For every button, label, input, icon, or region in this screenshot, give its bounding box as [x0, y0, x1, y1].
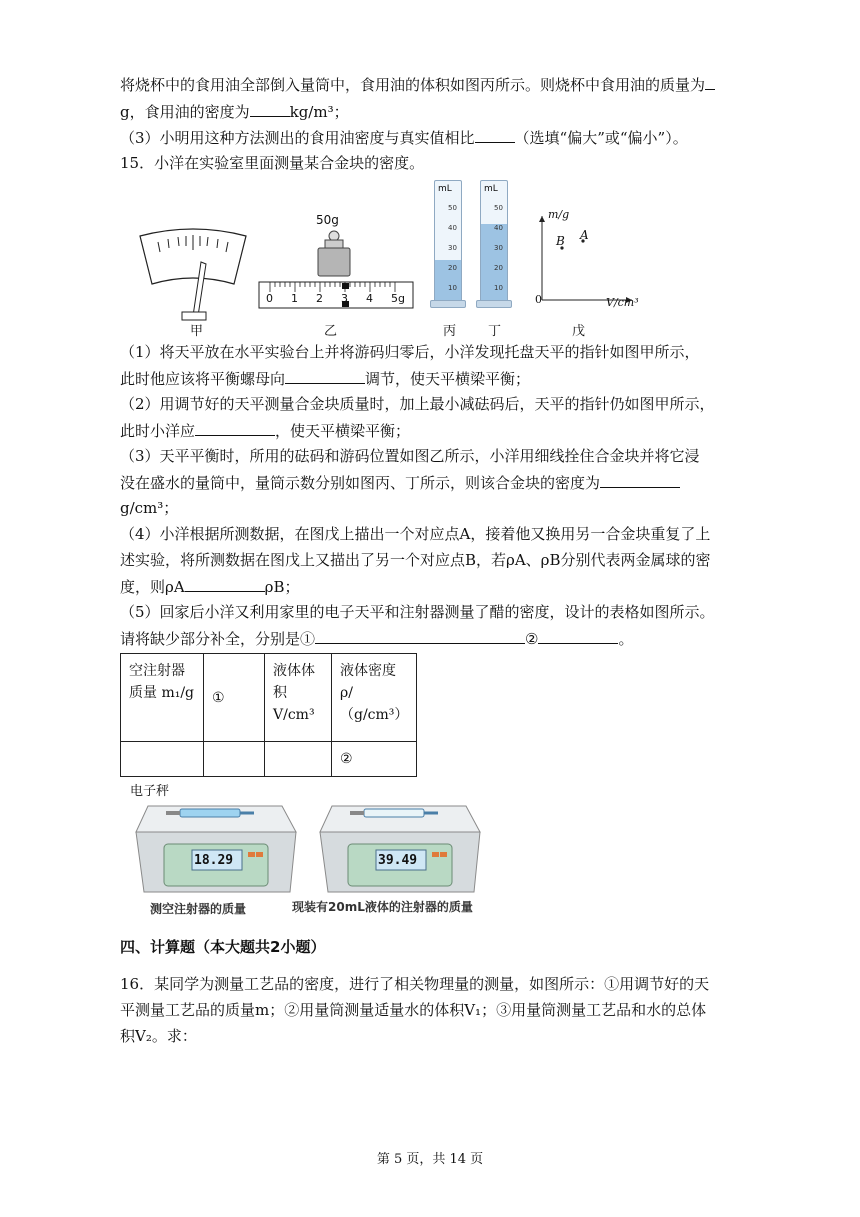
scale-label: 电子秤	[130, 784, 170, 799]
part-5: 请将缺少部分补全，分别是① ② 。	[120, 627, 633, 650]
part-3: g/cm³；	[120, 499, 179, 517]
question-15: 15．小洋在实验室里面测量某合金块的密度。	[120, 154, 425, 172]
scale-caption-1: 测空注射器的质量	[150, 902, 247, 916]
caption-ding: 丁	[488, 324, 502, 339]
caption-yi: 乙	[324, 324, 338, 339]
question-16: 积V₂。求：	[120, 1027, 197, 1045]
page-footer: 第 5 页，共 14 页	[376, 1152, 484, 1167]
table-cell: ②	[332, 742, 417, 777]
text-line: （3）小明用这种方法测出的食用油密度与真实值相比 （选填“偏大”或“偏小”）。	[120, 126, 688, 149]
table-cell	[265, 742, 332, 777]
answer-blank[interactable]	[250, 100, 290, 117]
weight-icon	[314, 230, 354, 278]
table-header-cell: 空注射器质量 m₁/g	[121, 654, 204, 742]
caption-jia: 甲	[190, 324, 204, 339]
ruler-tick-labels: 0 1 2 3 4 5g	[266, 292, 405, 305]
part-4: （4）小洋根据所测数据，在图戊上描出一个对应点A，接着他又换用另一合金块重复了上	[120, 525, 711, 543]
answer-blank[interactable]	[705, 73, 715, 90]
answer-blank[interactable]	[475, 126, 515, 143]
data-table	[120, 653, 417, 777]
part-5: （5）回家后小洋又利用家里的电子天平和注射器测量了醋的密度，设计的表格如图所示。	[120, 603, 715, 621]
scale-reading-2: 39.49	[378, 853, 418, 868]
caption-wu: 戊	[572, 324, 586, 339]
cylinder-ticks: 50 40 30 20 10	[494, 204, 503, 292]
part-2: （2）用调节好的天平测量合金块质量时，加上最小减砝码后，天平的指针仍如图甲所示，	[120, 395, 715, 413]
axis-origin: 0	[535, 293, 542, 306]
question-16: 16．某同学为测量工艺品的密度，进行了相关物理量的测量，如图所示：①用调节好的天	[120, 975, 710, 993]
caption-bing: 丙	[443, 324, 457, 339]
text-line: 将烧杯中的食用油全部倒入量筒中，食用油的体积如图丙所示。则烧杯中食用油的质量为	[120, 73, 715, 96]
answer-blank[interactable]	[195, 419, 275, 436]
table-header-cell: 液体密度ρ/（g/cm³）	[332, 654, 417, 742]
part-1: （1）将天平放在水平实验台上并将游码归零后，小洋发现托盘天平的指针如图甲所示，	[120, 343, 700, 361]
scale-figure-empty-syringe	[130, 796, 302, 896]
answer-blank[interactable]	[285, 367, 365, 384]
axis-label-m: m/g	[548, 208, 570, 221]
part-4: 度，则ρA ρB；	[120, 575, 300, 598]
text-line: g，食用油的密度为 kg/m³；	[120, 100, 349, 123]
answer-blank[interactable]	[538, 627, 618, 644]
axis-label-v: V/cm³	[606, 296, 639, 309]
cylinder-bing: mL 50 40 30 20 10	[430, 180, 464, 308]
table-cell	[204, 742, 265, 777]
question-16: 平测量工艺品的质量m；②用量筒测量适量水的体积V₁；③用量筒测量工艺品和水的总体	[120, 1001, 707, 1019]
section-heading: 四、计算题（本大题共2小题）	[120, 938, 326, 956]
mv-graph	[536, 210, 636, 306]
balance-pointer-figure	[138, 226, 248, 322]
table-cell	[121, 742, 204, 777]
scale-caption-2: 现装有20mL液体的注射器的质量	[292, 900, 473, 914]
scale-figure-filled-syringe	[314, 796, 486, 896]
part-2: 此时小洋应 ，使天平横梁平衡；	[120, 419, 410, 442]
weight-label: 50g	[316, 213, 339, 227]
cylinder-ticks: 50 40 30 20 10	[448, 204, 457, 292]
answer-blank[interactable]	[600, 471, 680, 488]
part-4: 述实验，将所测数据在图戊上又描出了另一个对应点B，若ρA、ρB分别代表两金属球的密	[120, 551, 711, 569]
scale-reading-1: 18.29	[194, 853, 234, 868]
cylinder-ding: mL 50 40 30 20 10	[476, 180, 510, 308]
point-a-label: A	[580, 228, 589, 242]
answer-blank[interactable]	[185, 575, 265, 592]
answer-blank[interactable]	[315, 627, 525, 644]
table-header-cell: 液体体积 V/cm³	[265, 654, 332, 742]
part-3: （3）天平平衡时，所用的砝码和游码位置如图乙所示，小洋用细线拴住合金块并将它浸	[120, 447, 700, 465]
part-1: 此时他应该将平衡螺母向 调节，使天平横梁平衡；	[120, 367, 530, 390]
point-b-label: B	[556, 234, 565, 248]
table-header-cell: ①	[204, 654, 265, 742]
part-3: 没在盛水的量筒中，量筒示数分别如图丙、丁所示，则该合金块的密度为	[120, 471, 680, 494]
